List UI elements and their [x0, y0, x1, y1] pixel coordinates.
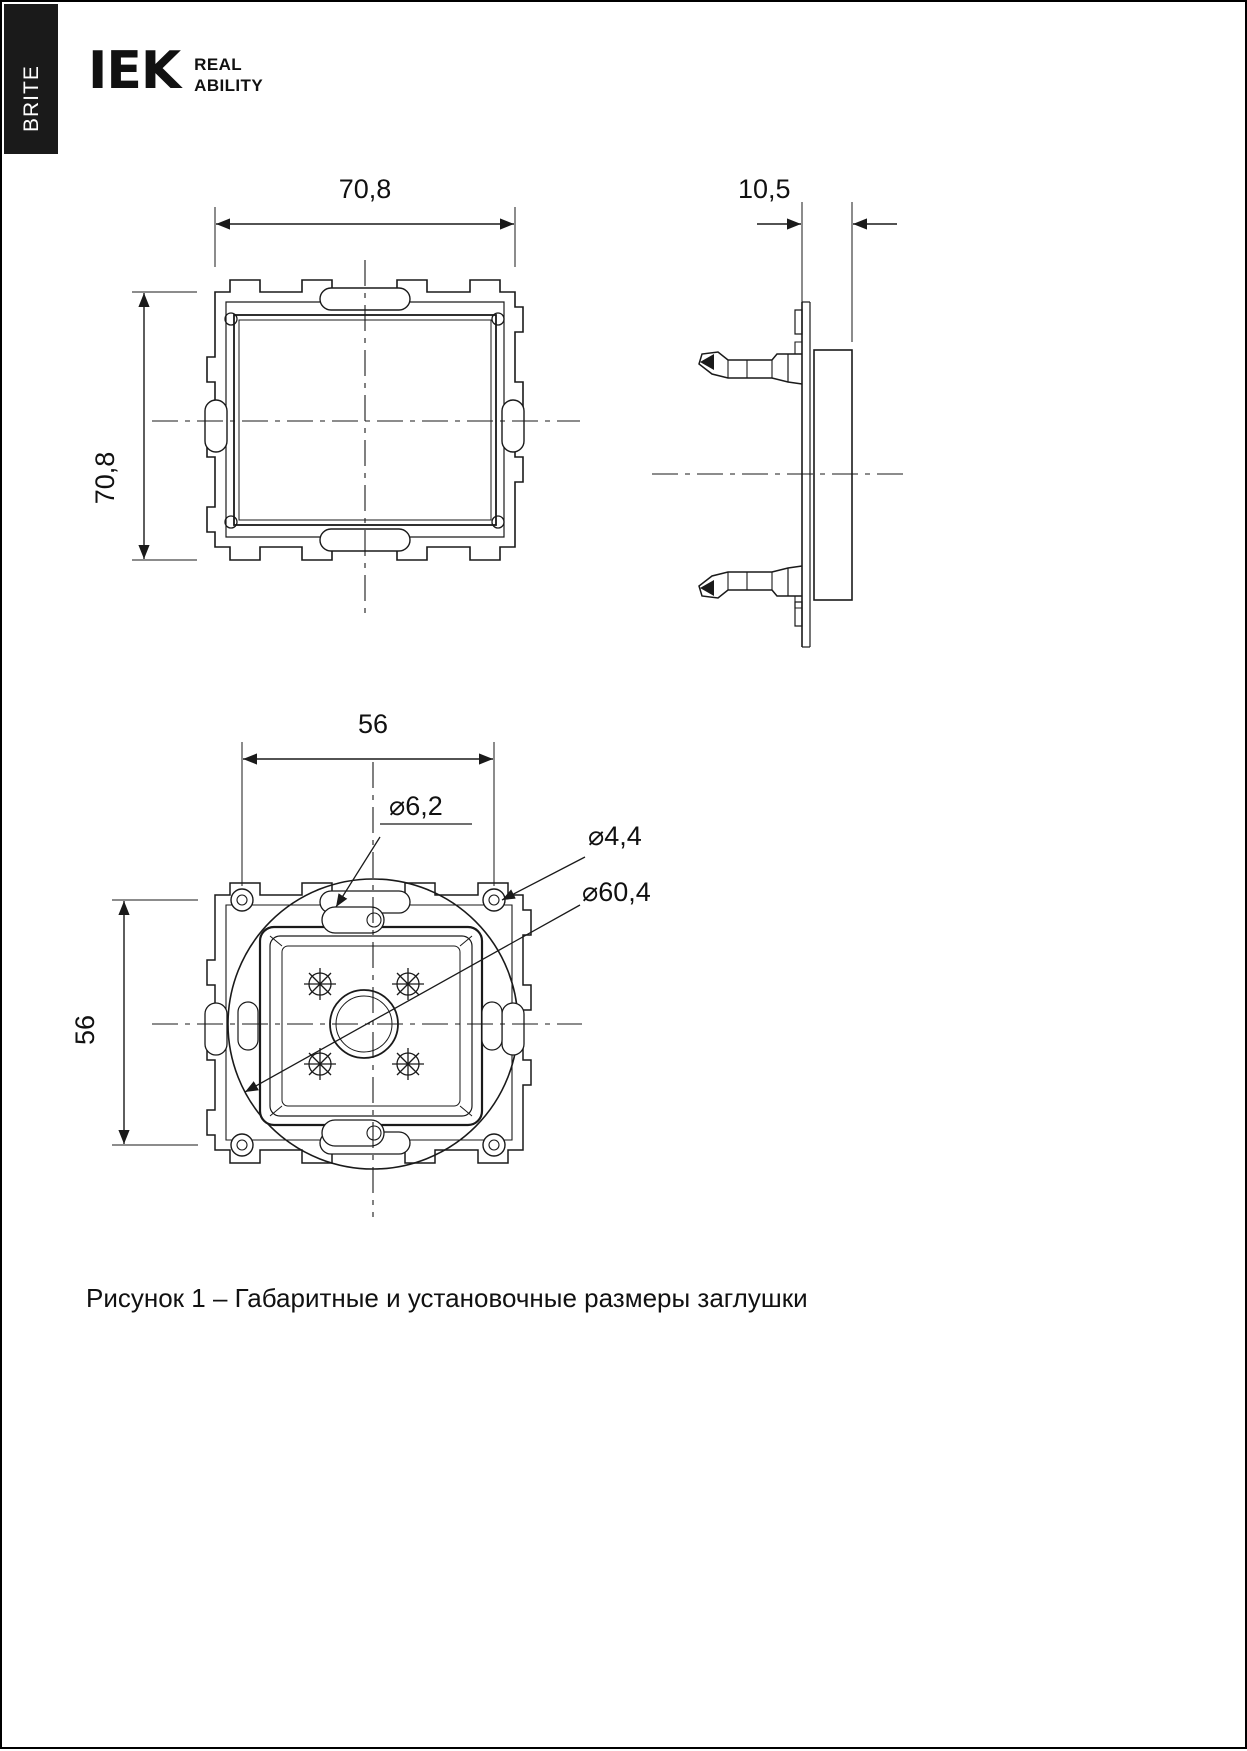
hole-small-label: ⌀4,4: [588, 821, 642, 851]
mounting-view-height-dimension: [112, 900, 198, 1145]
logo-tagline-line2: ABILITY: [194, 76, 264, 96]
leader-hole-6-2: [336, 824, 472, 907]
logo-tagline-line1: REAL: [194, 55, 243, 74]
logo-primary-text: IEK: [88, 41, 181, 101]
side-view-graphic: [652, 302, 907, 647]
hole-slot-label: ⌀6,2: [389, 791, 443, 821]
logo-tagline: [194, 47, 263, 97]
brand-vertical-label: BRITE: [20, 65, 43, 132]
technical-drawing: [2, 2, 1247, 1751]
hole-large-label: ⌀60,4: [582, 877, 651, 907]
figure-caption: Рисунок 1 – Габаритные и установочные размеры заглушки: [86, 1283, 808, 1313]
mounting-view-width-dimension: [242, 742, 494, 886]
front-view-height-label: 70,8: [90, 451, 120, 505]
mounting-view-width-label: 56: [357, 709, 389, 739]
brand-sidebar-block: [4, 4, 58, 154]
mounting-view-graphic: [152, 762, 582, 1217]
leader-hole-60-4: [245, 905, 580, 1092]
mounting-view-height-label: 56: [70, 1014, 100, 1046]
leader-hole-4-4: [502, 857, 585, 900]
front-view-graphic: [152, 260, 580, 614]
side-view-thickness-label: 10,5: [738, 174, 791, 204]
front-view-height-dimension: [132, 292, 197, 560]
logo: [88, 41, 264, 101]
side-view-thickness-dimension: [757, 202, 897, 342]
front-view-width-dimension: [215, 207, 515, 267]
front-view-width-label: 70,8: [338, 174, 392, 204]
